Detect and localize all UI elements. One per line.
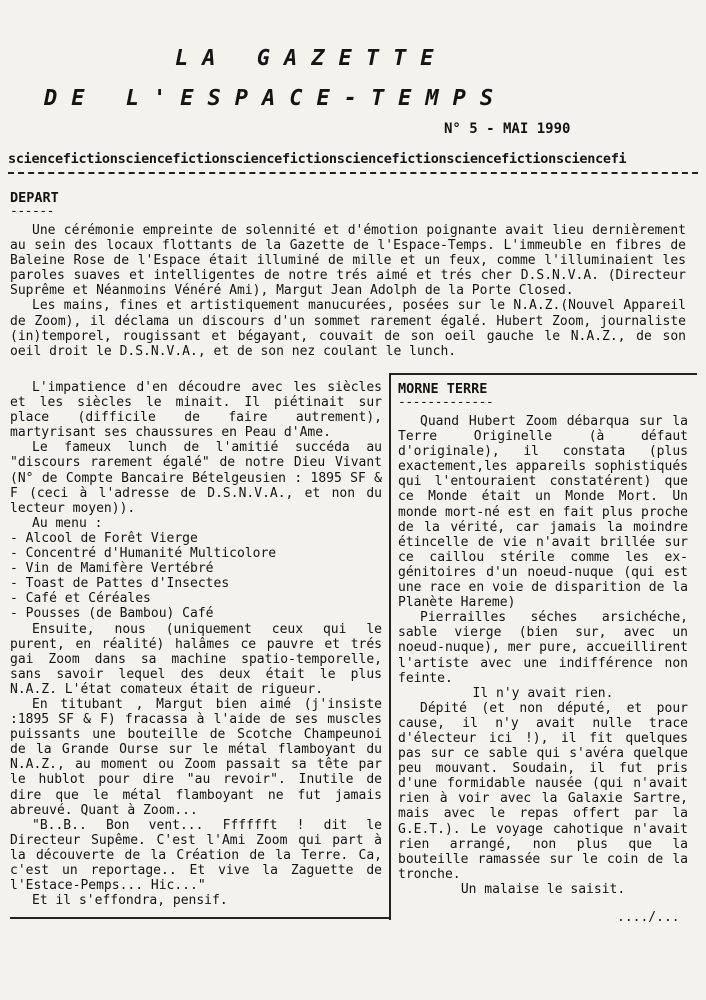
morne-paragraph-1: Quand Hubert Zoom débarqua sur la Terre Originelle (à défaut d'originale), il constata (plus exactement,les appareils sophistiqués qui l'entouraient constatérent) que ce Monde était un Monde Mort. Un monde mort-né est en fait plus proche de la vérité, car jamais la moindre étincelle de vie n'avait brillée sur ce caillou stérile comme les ex-génitoires d'un noeud-nuque (qui est une race en voie de disparition de la Planète Hareme) xyxy=(398,414,688,611)
morne-paragraph-2: Pierrailles séches arsichéche, sable vierge (bien sur, avec un noeud-nuque), mer pure, accueillirent l'artiste avec une indifférence non feinte. xyxy=(398,610,688,686)
depart-menu-title: Au menu : xyxy=(32,515,103,531)
depart-menu-list xyxy=(10,531,382,622)
menu-item: - Concentré d'Humanité Multicolore xyxy=(10,546,277,562)
section-underline-depart: ------ xyxy=(10,204,54,219)
depart-paragraph-1: Une cérémonie empreinte de solennité et d'émotion poignante avait lieu dernièrement au sein des locaux flottants de la Gazette de l'Espace-Temps. L'immeuble en fibres de Baleine Rose de l'Espace était illuminé de mille et un feux, comme l'illuminaient les paroles suaves et intelligentes de notre trés aimé et trés cher D.S.N.V.A. (Directeur Suprême et Néanmoins Vénéré Ami), Margut Jean Adolph de la Porte Closed. xyxy=(10,223,686,299)
depart-paragraph-7: "B..B.. Bon vent... Fffffft ! dit le Directeur Supême. C'est l'Ami Zoom qui part à la découverte de la Création de la Terre. Ca, c'est un reportage.. Et vive la Zaguette de l'Estace-Pemps... Hic..." xyxy=(10,817,382,894)
morne-terre-column xyxy=(398,414,688,897)
depart-bottom-rule xyxy=(10,917,390,919)
depart-paragraph-6: En titubant , Margut bien aimé (j'insiste :1895 SF & F) fracassa à l'aide de ses muscles puissants une bouteille de Scotche Champeunoi de la Grande Ourse sur le métal flamboyant du N.A.Z., au moment ou Zoom passait sa tête par le hublot pour dire "au revoir". Inutile de dire que le métal flamboyant ne fut jamais abreuvé. Quant à Zoom... xyxy=(10,696,382,818)
masthead-title-line1: LA GAZETTE xyxy=(175,46,448,71)
masthead-title-line2: DE L'ESPACE-TEMPS xyxy=(44,86,508,111)
depart-paragraph-8: Et il s'effondra, pensif. xyxy=(32,893,228,909)
banner-divider xyxy=(8,172,698,174)
banner-repeat-text: sciencefictionsciencefictionsciencefictionsciencefictionsciencefictionsciencefi xyxy=(8,151,627,167)
depart-paragraph-2: Les mains, fines et artistiquement manucurées, posées sur le N.A.Z.(Nouvel Appareil de Zoom), il déclama un discours d'un sommet rarement égalé. Hubert Zoom, journaliste (in)temporel, rougissant et bégayant, couvait de son oeil gauche le N.A.Z., de son oeil droit le D.S.N.V.A., et de son nez coulant le lunch. xyxy=(10,298,686,359)
menu-item: - Toast de Pattes d'Insectes xyxy=(10,576,230,592)
section-title-depart: DEPART xyxy=(10,190,59,206)
depart-paragraph-4: Le fameux lunch de l'amitié succéda au "discours rarement égalé" de notre Dieu Vivant (N° de Compte Bancaire Bételgeusien : 1895 SF & F (ceci à l'adresse de D.S.N.V.A., et non du lecteur moyen)). xyxy=(10,440,382,516)
morne-paragraph-3: Il n'y avait rien. xyxy=(472,685,614,701)
depart-column-left xyxy=(10,380,382,908)
menu-item: - Vin de Mamifère Vertébré xyxy=(10,561,214,577)
depart-column-top xyxy=(10,223,686,359)
depart-paragraph-5: Ensuite, nous (uniquement ceux qui le purent, en réalité) halâmes ce pauvre et trés gai Zoom dans sa machine spatio-temporelle, sans savoir lequel des deux était le plus N.A.Z. L'état comateux était de rigueur. xyxy=(10,621,382,697)
morne-paragraph-4: Dépité (et non député, et pour cause, il n'y avait nulle trace d'électeur ici !), il fit quelques pas sur ce sable qui s'avéra quelque peu mouvant. Soudain, il fut pris d'une formidable nausée (qui n'avait rien à voir avec la Galaxie Sartre, mais avec le repas offert par la G.E.T.). Le voyage cahotique n'avait rien arrangé, non plus que la bouteille ramassée sur le coin de la tronche. xyxy=(398,700,688,882)
morne-paragraph-5: Un malaise le saisit. xyxy=(460,881,626,897)
section-underline-morne-terre: ------------- xyxy=(398,395,494,410)
menu-item: - Pousses (de Bambou) Café xyxy=(10,606,214,622)
menu-item: - Alcool de Forêt Vierge xyxy=(10,530,198,546)
section-title-morne-terre: MORNE TERRE xyxy=(398,381,488,397)
depart-paragraph-3: L'impatience d'en découdre avec les siècles et les siècles le minait. Il piétinait sur place (difficile de faire autrement), martyrisant ses chaussures en Peau d'Ame. xyxy=(10,380,382,441)
menu-item: - Café et Céréales xyxy=(10,591,151,607)
issue-number: N° 5 - MAI 1990 xyxy=(444,121,571,137)
continued-marker: ..../... xyxy=(617,910,680,925)
